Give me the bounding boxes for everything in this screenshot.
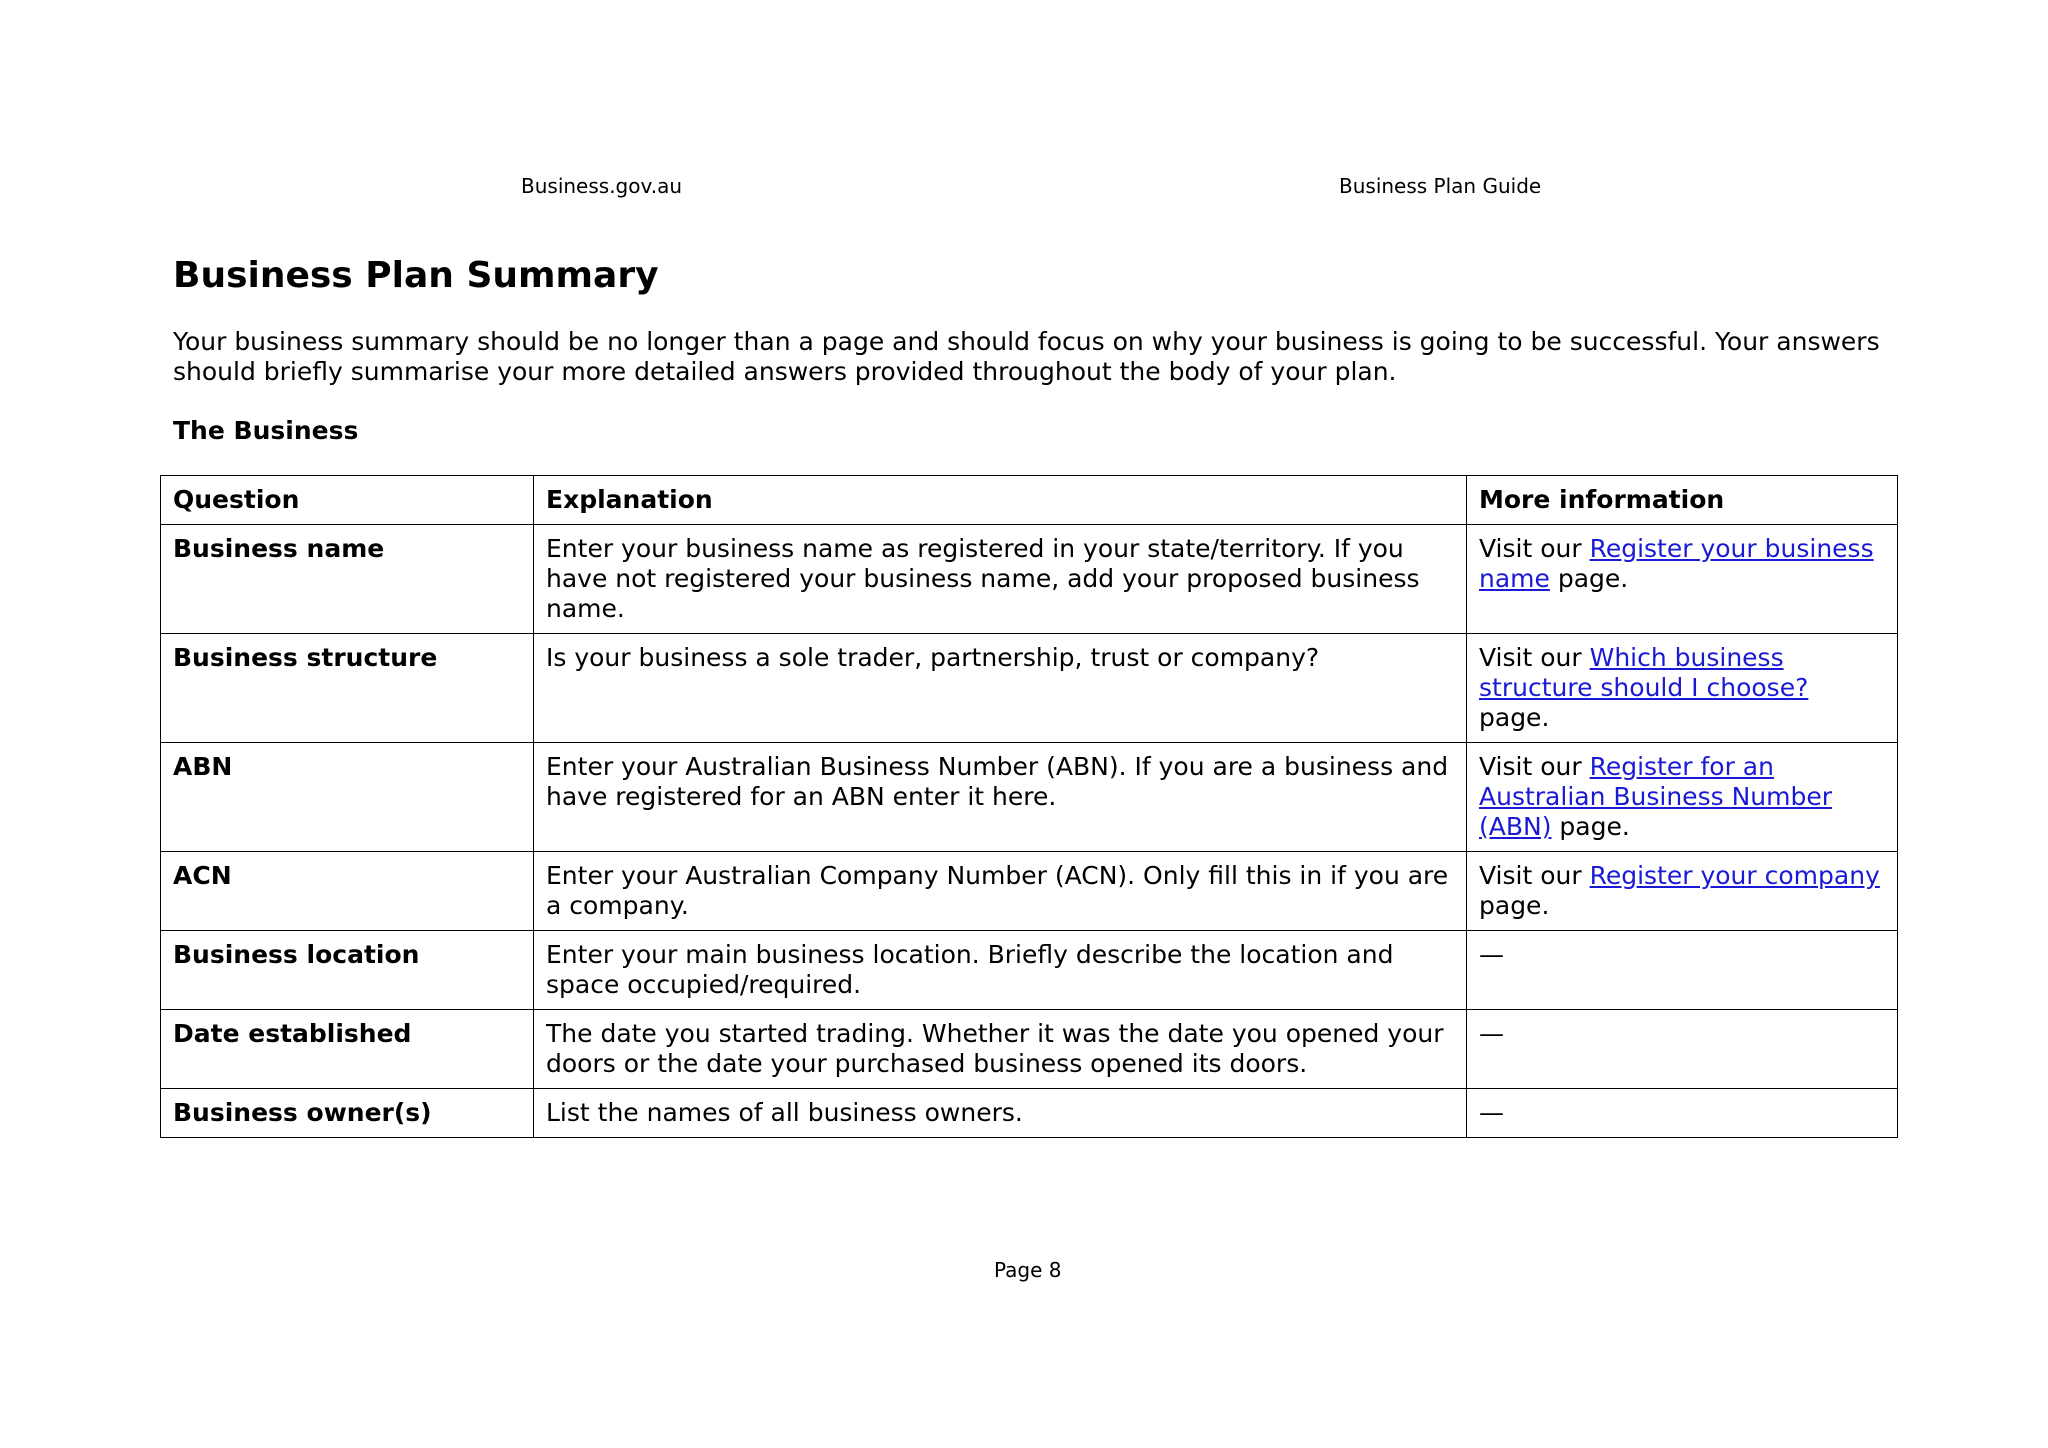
info-prefix: Visit our	[1479, 643, 1590, 672]
question-cell: Business structure	[161, 634, 534, 743]
question-cell: ABN	[161, 743, 534, 852]
more-info-cell	[1467, 743, 1898, 852]
explanation-cell: Enter your main business location. Briefly describe the location and space occupied/required.	[534, 931, 1467, 1010]
explanation-cell: The date you started trading. Whether it was the date you opened your doors or the date your purchased business opened its doors.	[534, 1010, 1467, 1089]
more-info-cell: —	[1467, 1089, 1898, 1138]
question-cell: Business location	[161, 931, 534, 1010]
column-header-explanation: Explanation	[534, 476, 1467, 525]
register-company-link[interactable]: Register your company	[1589, 861, 1880, 890]
info-suffix: page.	[1549, 564, 1629, 593]
column-header-question: Question	[161, 476, 534, 525]
explanation-cell: Enter your business name as registered in your state/territory. If you have not registered your business name, add your proposed business name.	[534, 525, 1467, 634]
intro-paragraph: Your business summary should be no longer than a page and should focus on why your business is going to be successful. Your answers should briefly summarise your more detailed answers provided throughout the body of your plan.	[173, 327, 1880, 386]
explanation-cell: List the names of all business owners.	[534, 1089, 1467, 1138]
info-prefix: Visit our	[1479, 534, 1590, 563]
table-row	[161, 525, 1898, 634]
page-title: Business Plan Summary	[173, 255, 659, 296]
info-suffix: page.	[1551, 812, 1630, 841]
table-header-row	[161, 476, 1898, 525]
more-info-cell: —	[1467, 931, 1898, 1010]
question-cell: Business owner(s)	[161, 1089, 534, 1138]
more-info-cell	[1467, 525, 1898, 634]
info-suffix: page.	[1479, 891, 1550, 920]
question-cell: Date established	[161, 1010, 534, 1089]
business-structure-link[interactable]: Which business structure should I choose?	[1479, 643, 1809, 702]
page-number: Page 8	[994, 1258, 1062, 1282]
info-prefix: Visit our	[1479, 861, 1590, 890]
section-title: The Business	[173, 416, 359, 445]
info-suffix: page.	[1479, 703, 1550, 732]
table-row	[161, 852, 1898, 931]
question-cell: ACN	[161, 852, 534, 931]
explanation-cell: Is your business a sole trader, partnership, trust or company?	[534, 634, 1467, 743]
table-row	[161, 931, 1898, 1010]
table-row	[161, 743, 1898, 852]
explanation-cell: Enter your Australian Company Number (ACN). Only fill this in if you are a company.	[534, 852, 1467, 931]
column-header-more-information: More information	[1467, 476, 1898, 525]
more-info-cell: —	[1467, 1010, 1898, 1089]
more-info-cell	[1467, 852, 1898, 931]
business-summary-table	[160, 475, 1898, 1138]
more-info-cell	[1467, 634, 1898, 743]
table-row	[161, 1089, 1898, 1138]
table-row	[161, 634, 1898, 743]
header-site-name: Business.gov.au	[521, 174, 683, 198]
explanation-cell: Enter your Australian Business Number (ABN). If you are a business and have registered for an ABN enter it here.	[534, 743, 1467, 852]
register-abn-link[interactable]: Register for an Australian Business Number (ABN)	[1479, 752, 1832, 841]
header-guide-title: Business Plan Guide	[1339, 174, 1542, 198]
question-cell: Business name	[161, 525, 534, 634]
register-business-name-link[interactable]: Register your business name	[1479, 534, 1874, 593]
info-prefix: Visit our	[1479, 752, 1590, 781]
table-row	[161, 1010, 1898, 1089]
